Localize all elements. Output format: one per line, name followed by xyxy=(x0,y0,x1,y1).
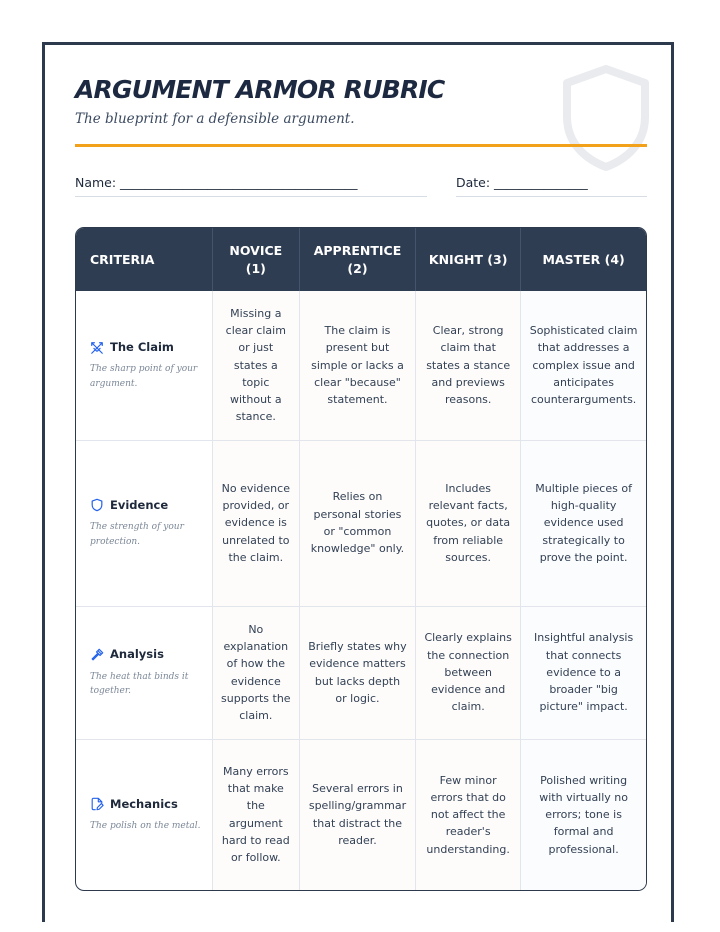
page-subtitle: The blueprint for a defensible argument. xyxy=(75,111,355,127)
date-field[interactable]: Date: _______________ xyxy=(456,175,647,197)
table-row xyxy=(76,606,646,739)
criteria-name: Mechanics xyxy=(110,796,178,811)
criteria-cell xyxy=(76,291,212,440)
criteria-description: The heat that binds it together. xyxy=(90,671,189,697)
criteria-name: Analysis xyxy=(110,647,164,662)
rubric-table xyxy=(75,227,647,891)
rubric-page xyxy=(42,42,674,922)
criteria-description: The polish on the metal. xyxy=(90,821,201,832)
shield-icon xyxy=(90,498,104,512)
novice-cell: No explanation of how the evidence supports the claim. xyxy=(212,606,299,739)
knight-cell: Clear, strong claim that states a stance and previews reasons. xyxy=(416,291,521,440)
criteria-cell xyxy=(76,739,212,890)
column-header-criteria: CRITERIA xyxy=(76,228,212,291)
novice-cell: Missing a clear claim or just states a topic without a stance. xyxy=(212,291,299,440)
criteria-name: The Claim xyxy=(110,340,174,355)
apprentice-cell: Briefly states why evidence matters but lacks depth or logic. xyxy=(299,606,415,739)
knight-cell: Few minor errors that do not affect the reader's understanding. xyxy=(416,739,521,890)
shield-watermark-icon xyxy=(561,65,651,171)
hammer-icon xyxy=(90,648,104,662)
knight-cell: Clearly explains the connection between evidence and claim. xyxy=(416,606,521,739)
knight-cell: Includes relevant facts, quotes, or data from reliable sources. xyxy=(416,440,521,606)
criteria-cell xyxy=(76,606,212,739)
criteria-description: The strength of your protection. xyxy=(90,522,184,547)
master-cell: Insightful analysis that connects evidence to a broader "big picture" impact. xyxy=(521,606,646,739)
master-cell: Polished writing with virtually no errors; tone is formal and professional. xyxy=(521,739,646,890)
master-cell: Sophisticated claim that addresses a complex issue and anticipates counterarguments. xyxy=(521,291,646,440)
criteria-cell xyxy=(76,440,212,606)
table-row xyxy=(76,739,646,890)
apprentice-cell: The claim is present but simple or lacks a clear "because" statement. xyxy=(299,291,415,440)
criteria-description: The sharp point of your argument. xyxy=(90,364,198,389)
accent-divider xyxy=(75,144,647,147)
page-title: ARGUMENT ARMOR RUBRIC xyxy=(75,75,445,104)
column-header-novice: NOVICE (1) xyxy=(212,228,299,291)
table-row xyxy=(76,440,646,606)
column-header-master: MASTER (4) xyxy=(521,228,646,291)
table-header-row xyxy=(76,228,646,291)
apprentice-cell: Several errors in spelling/grammar that distract the reader. xyxy=(299,739,415,890)
column-header-knight: KNIGHT (3) xyxy=(416,228,521,291)
swords-icon xyxy=(90,341,104,355)
criteria-name: Evidence xyxy=(110,497,169,512)
table-row xyxy=(76,291,646,440)
file-edit-icon xyxy=(90,797,104,811)
master-cell: Multiple pieces of high-quality evidence used strategically to prove the point. xyxy=(521,440,646,606)
novice-cell: Many errors that make the argument hard to read or follow. xyxy=(212,739,299,890)
apprentice-cell: Relies on personal stories or "common knowledge" only. xyxy=(299,440,415,606)
novice-cell: No evidence provided, or evidence is unrelated to the claim. xyxy=(212,440,299,606)
column-header-apprentice: APPRENTICE (2) xyxy=(299,228,415,291)
name-field[interactable]: Name: ______________________________________ xyxy=(75,175,427,197)
